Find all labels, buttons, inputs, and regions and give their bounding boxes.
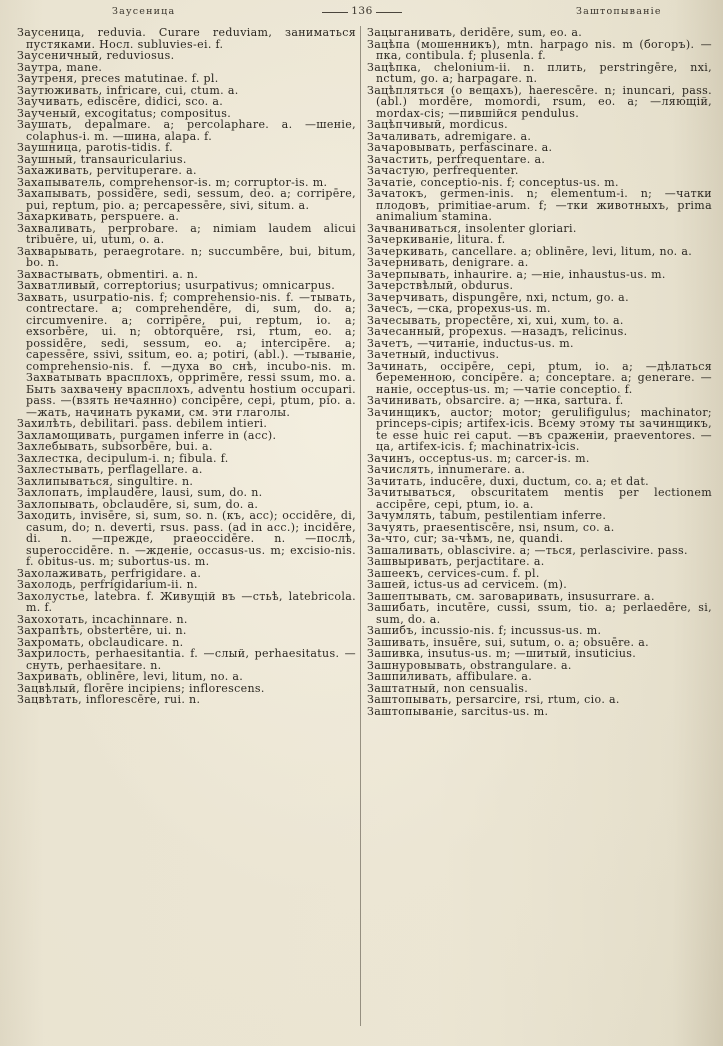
running-header [0,4,723,20]
dictionary-entry: Захапывать, possidēre, sedi, sessum, deo. a; corripēre, pui, reptum, pio. a; percapessēre, sivi, situm. a. [17,187,356,212]
dictionary-entry: Зацѣпчивый, mordicus. [367,118,508,131]
dictionary-entry: Зачинать, occipēre, cepi, ptum, io. a; —дѣлаться беременною, concipēre. a; conceptare. a; generare. —наніе, occeptus-us. m; —чатіе conceptio. f. [367,359,712,396]
page-number-block [318,5,406,19]
dictionary-entry: Зачесанный, propexus. —назадъ, relicinus. [367,325,628,338]
dictionary-entry: Захолаживать, perfrigidare. a. [17,566,202,580]
dictionary-entry: Заушница, parotis-tidis. f. [17,141,173,154]
dictionary-entry: Захромать, obclaudicare. n. [17,635,184,649]
dictionary-entry: За-что, cur; за-чѣмъ, ne, quandi. [367,532,564,545]
dictionary-entry: Захаживать, pervituperare. a. [17,164,197,177]
dictionary-entry: Заушать, depalmare. a; percolaphare. a. —шеніе, colaphus-i. m. —шина, alapa. f. [17,118,356,143]
dictionary-entry: Захапыватель, comprehensor-is. m; corruptor-is. m. [17,175,328,189]
dictionary-entry: Зачинивать, obsarcire. a; —нка, sartura. f. [367,394,624,407]
dictionary-entry: Зашеекъ, cervices-cum. f. pl. [367,566,540,580]
dictionary-entry: Захваливать, perprobare. a; nimiam laudem alicui tribuēre, ui, utum, o. a. [17,221,356,246]
dictionary-entry: Зачастить, perfrequentare. a. [367,152,546,166]
dictionary-entry: Захривать, oblinēre, levi, litum, no. a. [17,670,244,683]
dictionary-entry: Зачесывать, propectēre, xi, xui, xum, to. a. [367,313,624,327]
dictionary-entry: Зачуять, praesentiscēre, nsi, nsum, co. a. [367,520,615,534]
dictionary-entry: Зачесъ, —ска, propexus-us. m. [367,302,551,315]
dictionary-entry: Зашептывать, см. заговаривать, insusurrare. a. [367,589,655,603]
dictionary-entry: Зашвыривать, perjactitare. a. [367,555,545,568]
dictionary-entry: Захаркивать, perspuere. a. [17,210,180,223]
dictionary-entry: Зачатокъ, germen-inis. n; elementum-i. n; —чатки плодовъ, primitiae-arum. f; —тки животныхъ, prima animalium stamina. [367,187,712,223]
header-last-word: Заштопываніе [576,6,662,17]
dictionary-entry: Зачаливать, adremigare. a. [367,129,532,143]
dictionary-entry: Заутреня, preces matutinae. f. pl. [17,72,219,85]
dictionary-entry: Заутюживать, infricare, cui, ctum. a. [17,83,239,97]
dictionary-entry: Зачетный, inductivus. [367,348,500,361]
dictionary-entry: Зачатіе, conceptio-nis. f; conceptus-us. m. [367,175,619,189]
dictionary-entry: Захлопать, implaudēre, lausi, sum, do. n. [17,486,263,499]
dictionary-entry: Зашнуровывать, obstrangulare. a. [367,658,572,672]
dictionary-entry: Захвастывать, obmentiri. a. n. [17,267,199,281]
dictionary-entry: Зачитать, inducēre, duxi, ductum, co. a; et dat. [367,474,650,488]
dictionary-entry: Захвать, usurpatio-nis. f; comprehensio-nis. f. —тывать, contrectare. a; comprehendēre, di, sum, do. a; circumvenire. a; corripēre, pui, reptum, io. a; exsorbēre, ui. n; obtorquēre, rsi, rtum, eo. a; possidēre, sedi, sessum, eo. a; intercipēre. a; capessēre, ssivi, ssitum, eo. a; potiri, (abl.). —тываніе, comprehensio-nis. f. —духа во снѣ, incubo-nis. m. Захватывать врасплохъ, opprimēre, ressi ssum, mo. a. Быть захвачену врасплохъ, adventu hostium occupari. pass. —(взять нечаянно) concipēre, cepi, ptum, pio. a. —жать, начинать руками, см. эти глаголы. [17,290,356,419]
dictionary-entry: Зачитываться, obscuritatem mentis per lectionem accipēre, cepi, ptum, io. a. [367,486,712,511]
dictionary-entry: Зацвѣлый, florēre incipiens; inflorescens. [17,681,265,695]
dictionary-entry: Зашивка, insutus-us. m; —шитый, insuticius. [367,647,637,660]
dictionary-entry: Зацѣпляться (о вещахъ), haerescēre. n; inuncari, pass. (abl.) mordēre, momordi, rsum, eo. a; —ляющій, mordax-cis; —пившійся pendulus. [367,83,712,120]
header-dash-left [322,12,348,13]
dictionary-entry: Зачерствѣлый, obdurus. [367,279,514,292]
dictionary-entry: Зачернивать, denigrare. a. [367,256,529,269]
dictionary-entry: Захолустье, latebra. f. Живущій въ —стьѣ, latebricola. m. f. [17,589,356,614]
dictionary-entry: Захилѣть, debilitari. pass. debilem intieri. [17,417,268,430]
dictionary-entry: Зацѣпка, chelonium-ii. n. плить, perstringēre, nxi, nctum, go. a; harpagare. n. [367,60,712,85]
dictionary-entry: Захлипываться, singultire. n. [17,474,194,488]
dictionary-entry: Зачеркиваніе, litura. f. [367,233,506,246]
dictionary-entry: Зачерчивать, dispungēre, nxi, nctum, go. a. [367,290,629,304]
dictionary-entry: Зачваниваться, insolenter gloriari. [367,221,577,235]
dictionary-entry: Зачислять, innumerare. a. [367,463,526,476]
dictionary-entry: Заштопывать, persarcire, rsi, rtum, cio. a. [367,693,620,706]
dictionary-entry: Зачеркивать, cancellare. a; oblinēre, levi, litum, no. a. [367,244,693,258]
dictionary-entry: Заштопываніе, sarcitus-us. m. [367,704,549,718]
dictionary-entry: Захлестка, decipulum-i. n; fibula. f. [17,451,229,465]
dictionary-entry: Зацвѣтать, inflorescēre, rui. n. [17,693,201,706]
dictionary-entry: Захватливый, correptorius; usurpativus; omnicarpus. [17,279,336,292]
dictionary-entry: Заштатный, non censualis. [367,681,529,695]
dictionary-entry: Захварывать, peraegrotare. n; succumbēre, bui, bitum, bo. n. [17,244,356,269]
dictionary-entry: Захохотать, incachinnare. n. [17,612,188,626]
dictionary-entry: Захрилость, perhaesitantia. f. —слый, perhaesitatus. —снуть, perhaesitare. n. [17,647,356,672]
dictionary-entry: Зашаливать, oblascivire. a; —ться, perlascivire. pass. [367,543,688,557]
dictionary-entry: Заусеница, reduvia. Curare reduviam, заниматься пустяками. Носл. subluvies-ei. f. [17,26,356,51]
dictionary-entry: Захолодь, perfrigidarium-ii. n. [17,578,198,591]
dictionary-entry: Зашибъ, incussio-nis. f; incussus-us. m. [367,624,602,637]
dictionary-entry: Зашей, ictus-us ad cervicem. (m). [367,578,568,591]
dictionary-entry: Зачетъ, —читаніе, inductus-us. m. [367,336,574,350]
dictionary-entry: Зачинщикъ, auctor; motor; gerulifigulus; machinator; princeps-cipis; artifex-icis. Всему этому ты зачинщикъ, te esse huic rei caput. —въ сраженіи, praeventores. —ца, artifex-icis. f; machinatrix-icis. [367,405,712,453]
header-first-word: Заусеница [112,6,176,17]
dictionary-entry: Захрапѣть, obstertēre, ui. n. [17,624,187,637]
dictionary-entry: Захлопывать, obclaudēre, si, sum, do. a. [17,497,259,511]
dictionary-entry: Захламощивать, purgamen inferre in (acc). [17,428,277,442]
column-divider [360,26,361,1026]
dictionary-entry: Зашпиливать, affibulare. a. [367,670,533,683]
dictionary-entry: Зашибать, incutēre, cussi, ssum, tio. a; perlaedēre, si, sum, do. a. [367,601,712,626]
dictionary-entry: Заучивать, ediscēre, didici, sco. a. [17,95,224,108]
dictionary-entry: Заушный, transauricularius. [17,152,187,166]
dictionary-entry: Зацѣпа (мошенникъ), mtn. harpago nis. m (богоръ). —пка, contibula. f; plusenla. f. [367,37,712,62]
dictionary-entry: Заходить, invisēre, si, sum, so. n. (къ, acc); occidēre, di, casum, do; n. deverti, rsus. pass. (ad in acc.); incidēre, di. n. —прежде, praeoccidēre. n. —послѣ, superoccidēre. n. —жденіе, occasus-us. m; excisio-nis. f. obitus-us. m; subortus-us. m. [17,509,356,568]
left-column [17,27,356,1032]
dictionary-entry: Заусеничный, reduviosus. [17,49,175,62]
dictionary-entry: Заутра, mane. [17,60,103,74]
dictionary-entry: Заученый, excogitatus; compositus. [17,106,232,120]
dictionary-entry: Зачинъ, occeptus-us. m; carcer-is. m. [367,451,590,465]
dictionary-entry: Зачастую, perfrequenter. [367,164,519,177]
dictionary-entry: Зашивать, insuēre, sui, sutum, o. a; obsuēre. a. [367,635,649,649]
dictionary-entry: Зачерпывать, inhaurire. a; —ніе, inhaustus-us. m. [367,267,666,281]
right-column [367,27,712,1032]
dictionary-entry: Зацыганивать, deridēre, sum, eo. a. [367,26,583,39]
dictionary-entry: Захлестывать, perflagellare. a. [17,463,203,476]
page-number: 136 [351,5,373,17]
dictionary-entry: Захлебывать, subsorbēre, bui. a. [17,440,213,453]
header-dash-right [376,12,402,13]
dictionary-entry: Зачумлять, tabum, pestilentiam inferre. [367,509,607,522]
dictionary-entry: Зачаровывать, perfascinare. a. [367,141,553,154]
